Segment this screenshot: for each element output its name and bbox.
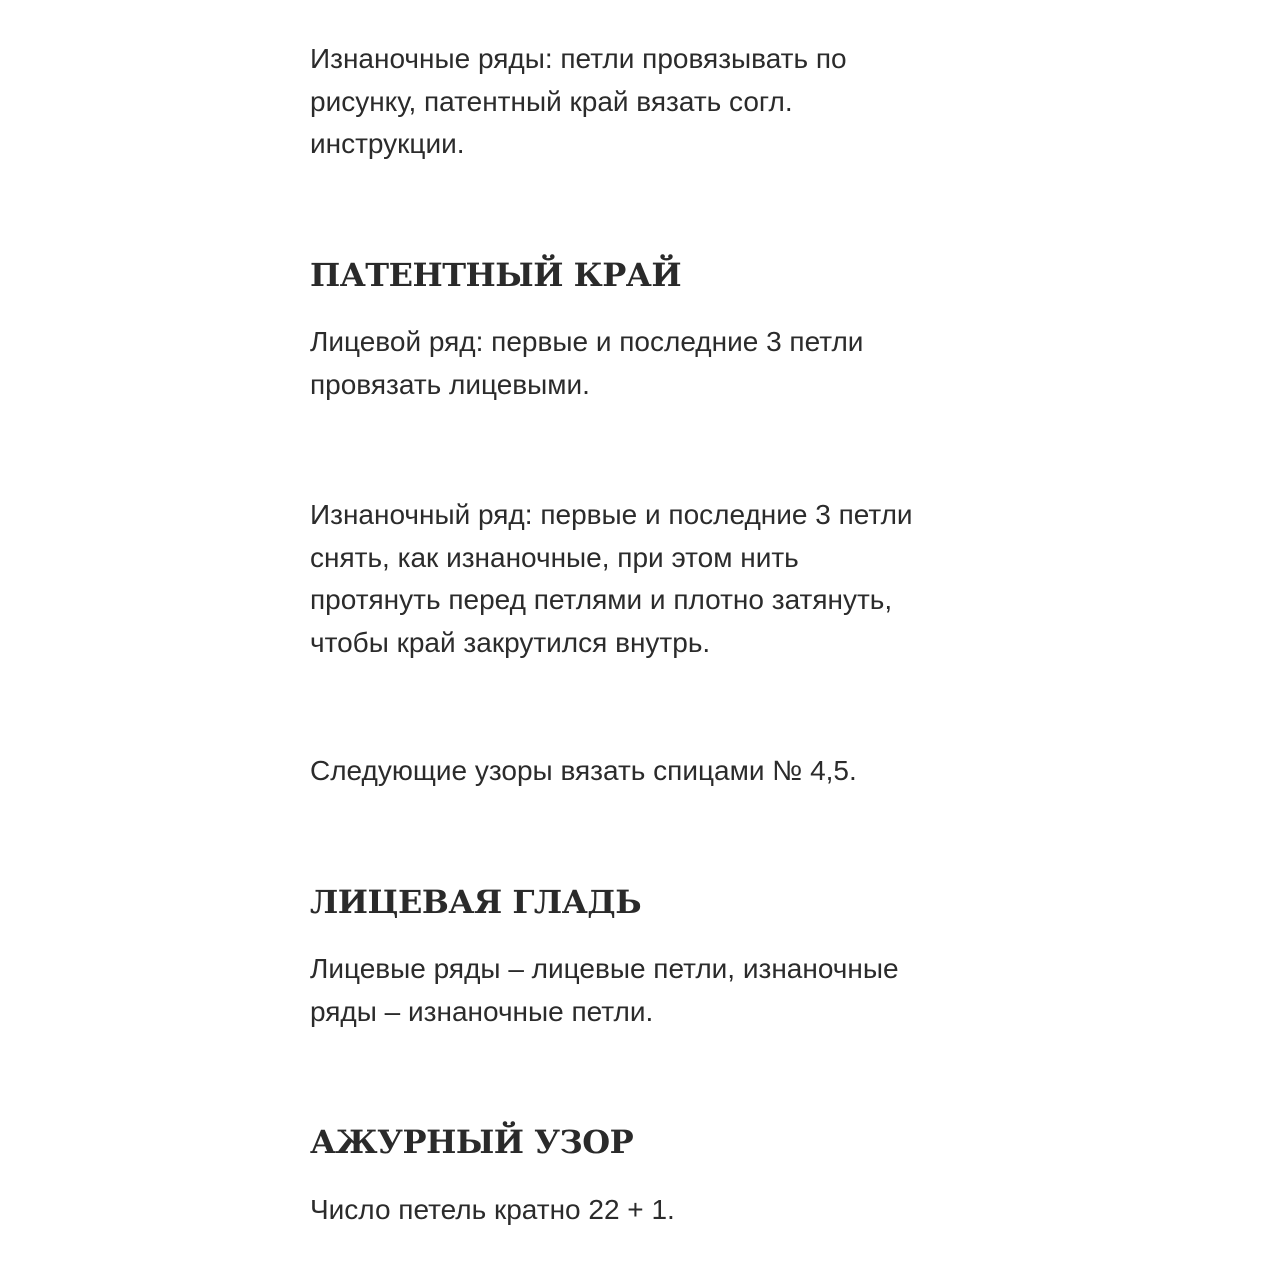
paragraph-purl-row: Изнаночный ряд: первые и последние 3 петли снять, как изнаночные, при этом нить протянуть перед петлями и плотно затянуть, чтобы край закрутился внутрь. (310, 499, 913, 658)
paragraph-purl-rows: Изнаночные ряды: петли провязывать по рисунку, патентный край вязать согл. инструкции. (310, 43, 847, 159)
paragraph-needles: Следующие узоры вязать спицами № 4,5. (310, 755, 857, 786)
paragraph-stockinette: Лицевые ряды – лицевые петли, изнаночные ряды – изнаночные петли. (310, 953, 899, 1027)
paragraph-knit-row: Лицевой ряд: первые и последние 3 петли провязать лицевыми. (310, 326, 864, 400)
heading-lace-pattern: АЖУРНЫЙ УЗОР (310, 1123, 634, 1161)
paragraph-stitch-count: Число петель кратно 22 + 1. (310, 1194, 675, 1225)
heading-patent-edge: ПАТЕНТНЫЙ КРАЙ (310, 256, 682, 294)
heading-stockinette: ЛИЦЕВАЯ ГЛАДЬ (310, 883, 642, 921)
